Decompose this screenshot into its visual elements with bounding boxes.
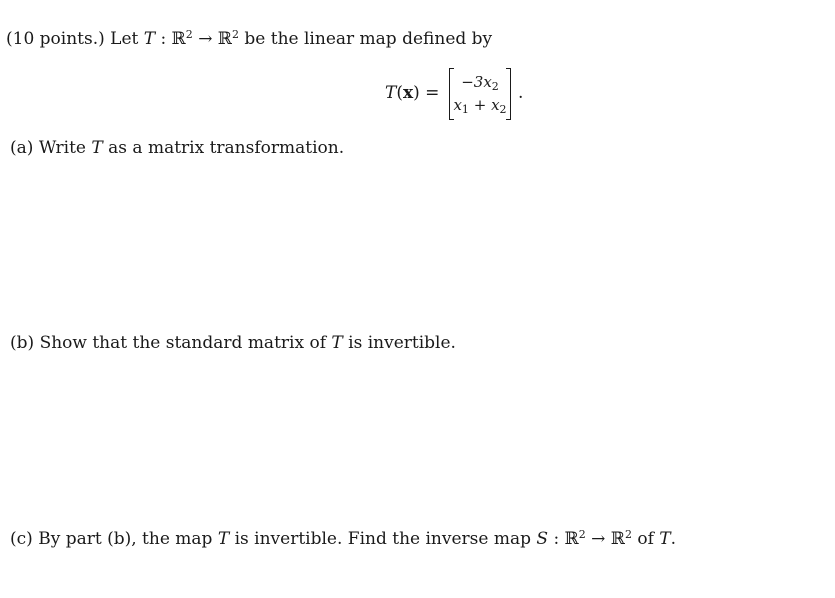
part-b: (b) Show that the standard matrix of T is invertible. (10, 333, 456, 353)
lhs-variable: x (402, 83, 414, 103)
codomain-dimension: 2 (232, 28, 239, 41)
part-c-label: (c) (10, 529, 33, 549)
equals-sign: = (425, 83, 440, 103)
vector-entry-1: $-3x_2$ (461, 73, 499, 93)
part-b-symbol: T (331, 333, 343, 353)
vector-entry-2: $x_1 + x_2$ (453, 96, 507, 116)
part-c-symbol: T (217, 529, 230, 549)
equation-lhs: T(x) = (385, 83, 440, 103)
part-a-label: (a) (10, 138, 34, 158)
lhs-function: T (385, 83, 397, 103)
points-label: (10 points.) (6, 29, 105, 49)
part-a-symbol: T (91, 138, 103, 158)
problem-statement: (10 points.) Let T : ℝ$^2$ → ℝ$^2$ be the linear map defined by (6, 28, 493, 49)
definition-equation (385, 66, 535, 122)
intro-tail: be the linear map defined by (244, 29, 493, 49)
right-bracket (506, 68, 511, 120)
inverse-map-symbol: S (536, 529, 549, 549)
map-symbol: T (143, 29, 156, 49)
intro-text: Let (110, 29, 139, 49)
domain-dimension: 2 (185, 28, 193, 41)
domain-space: ℝ (171, 29, 186, 49)
column-vector (449, 68, 511, 120)
arrow-icon: → (591, 529, 606, 549)
equation-period: . (518, 83, 524, 103)
codomain-space: ℝ (217, 29, 232, 49)
part-c-final-symbol: T (659, 529, 671, 549)
part-a: (a) Write T as a matrix transformation. (10, 138, 345, 158)
part-b-label: (b) (10, 333, 35, 353)
part-c: (c) By part (b), the map T is invertible. Find the inverse map S : ℝ$^2$ → ℝ$^2$ of T. (10, 528, 677, 549)
arrow-icon: → (198, 29, 213, 49)
